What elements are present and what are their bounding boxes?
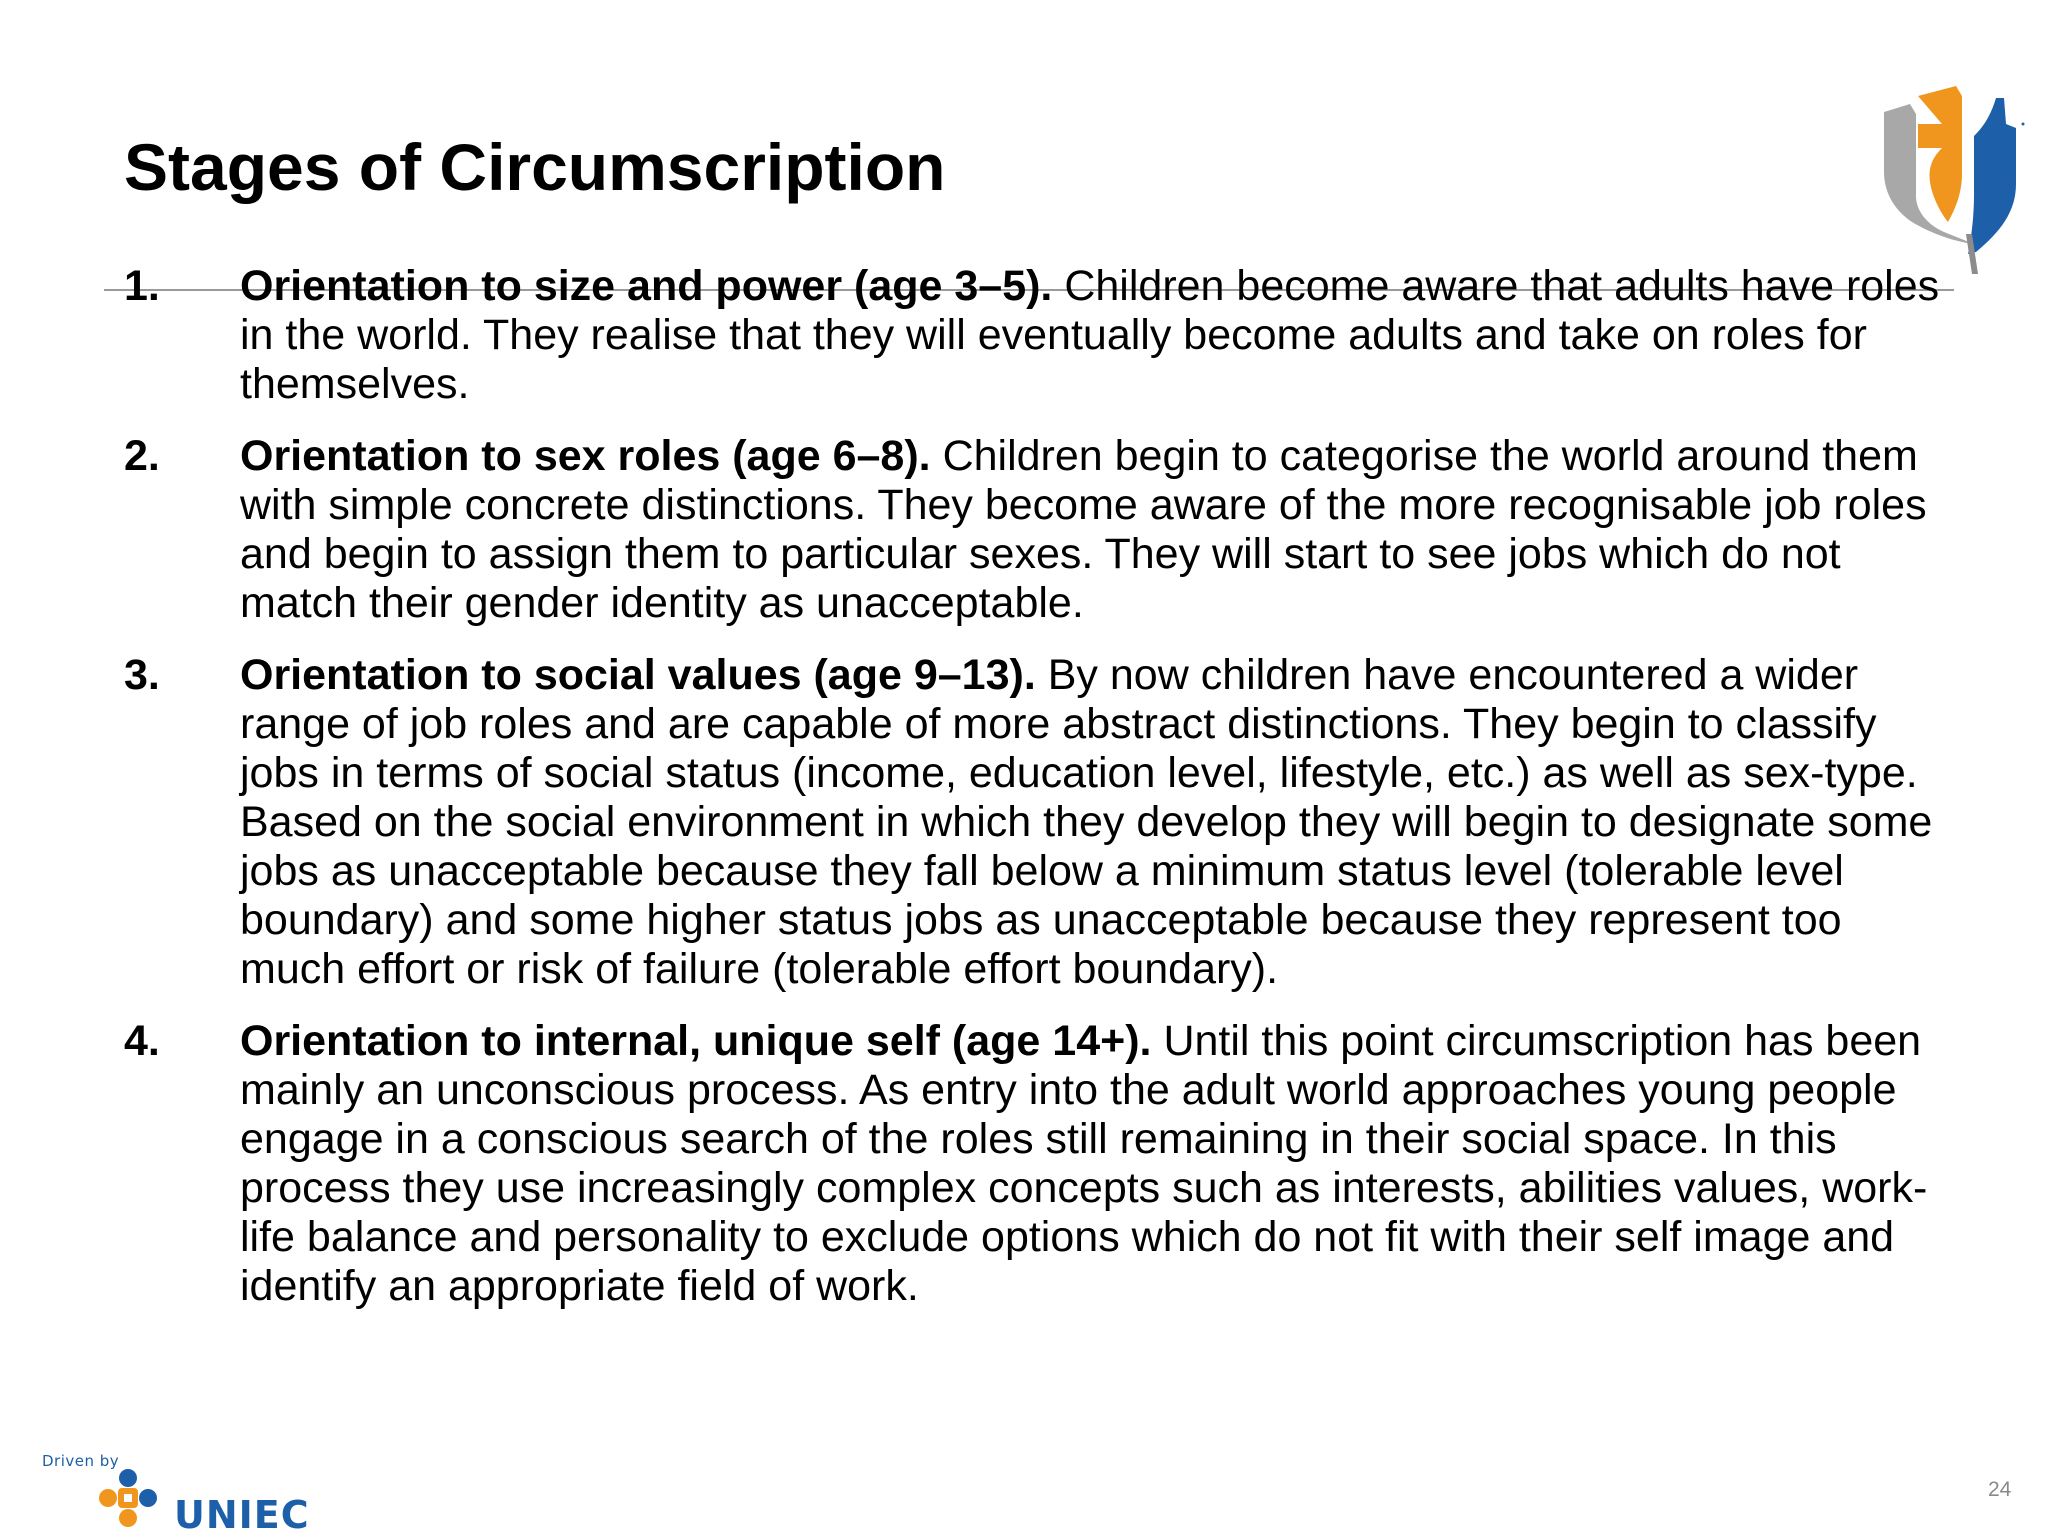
brand-name: UNIEC	[174, 1493, 310, 1536]
stages-list	[124, 262, 1954, 1334]
item-number: 1.	[124, 262, 160, 310]
item-text: Until this point circumscription has been mainly an unconscious process. As entry into the adult world approaches young people engage in a conscious search of the roles still remaining in their social space. In this process they use increasingly complex concepts such as interests, abilities values, work-life balance and personality to exclude options which do not fit with their self image and identify an appropriate field of work.	[240, 1017, 1928, 1310]
item-heading: Orientation to social values (age 9–13).	[240, 651, 1048, 699]
item-heading: Orientation to internal, unique self (age 14+).	[240, 1017, 1164, 1065]
list-item	[124, 1017, 1954, 1311]
item-text: Children become aware that adults have roles in the world. They realise that they will eventually become adults and take on roles for themselves.	[240, 262, 1940, 408]
item-text: Children begin to categorise the world around them with simple concrete distinctions. They become aware of the more recognisable job roles and begin to assign them to particular sexes. They will start to see jobs which do not match their gender identity as unacceptable.	[240, 432, 1927, 627]
item-number: 2.	[124, 432, 160, 480]
list-item	[124, 432, 1954, 628]
item-heading: Orientation to size and power (age 3–5).	[240, 262, 1065, 310]
list-item	[124, 651, 1954, 994]
list-item	[124, 262, 1954, 409]
page-number: 24	[1988, 1478, 2012, 1501]
leaf-logo-icon	[1876, 84, 2026, 274]
item-text: By now children have encountered a wider range of job roles and are capable of more abstract distinctions. They begin to classify jobs in terms of social status (income, education level, lifestyle, etc.) as well as sex-type. Based on the social environment in which they develop they will begin to designate some jobs as unacceptable because they fall below a minimum status level (tolerable level boundary) and some higher status jobs as unacceptable because they represent too much effort or risk of failure (tolerable effort boundary).	[240, 651, 1933, 993]
item-heading: Orientation to sex roles (age 6–8).	[240, 432, 943, 480]
uniec-brand	[42, 1452, 310, 1536]
page-title: Stages of Circumscription	[124, 130, 946, 204]
driven-by-label: Driven by	[42, 1452, 120, 1470]
item-number: 3.	[124, 651, 160, 699]
uniec-logo-icon	[96, 1466, 160, 1530]
item-number: 4.	[124, 1017, 160, 1065]
